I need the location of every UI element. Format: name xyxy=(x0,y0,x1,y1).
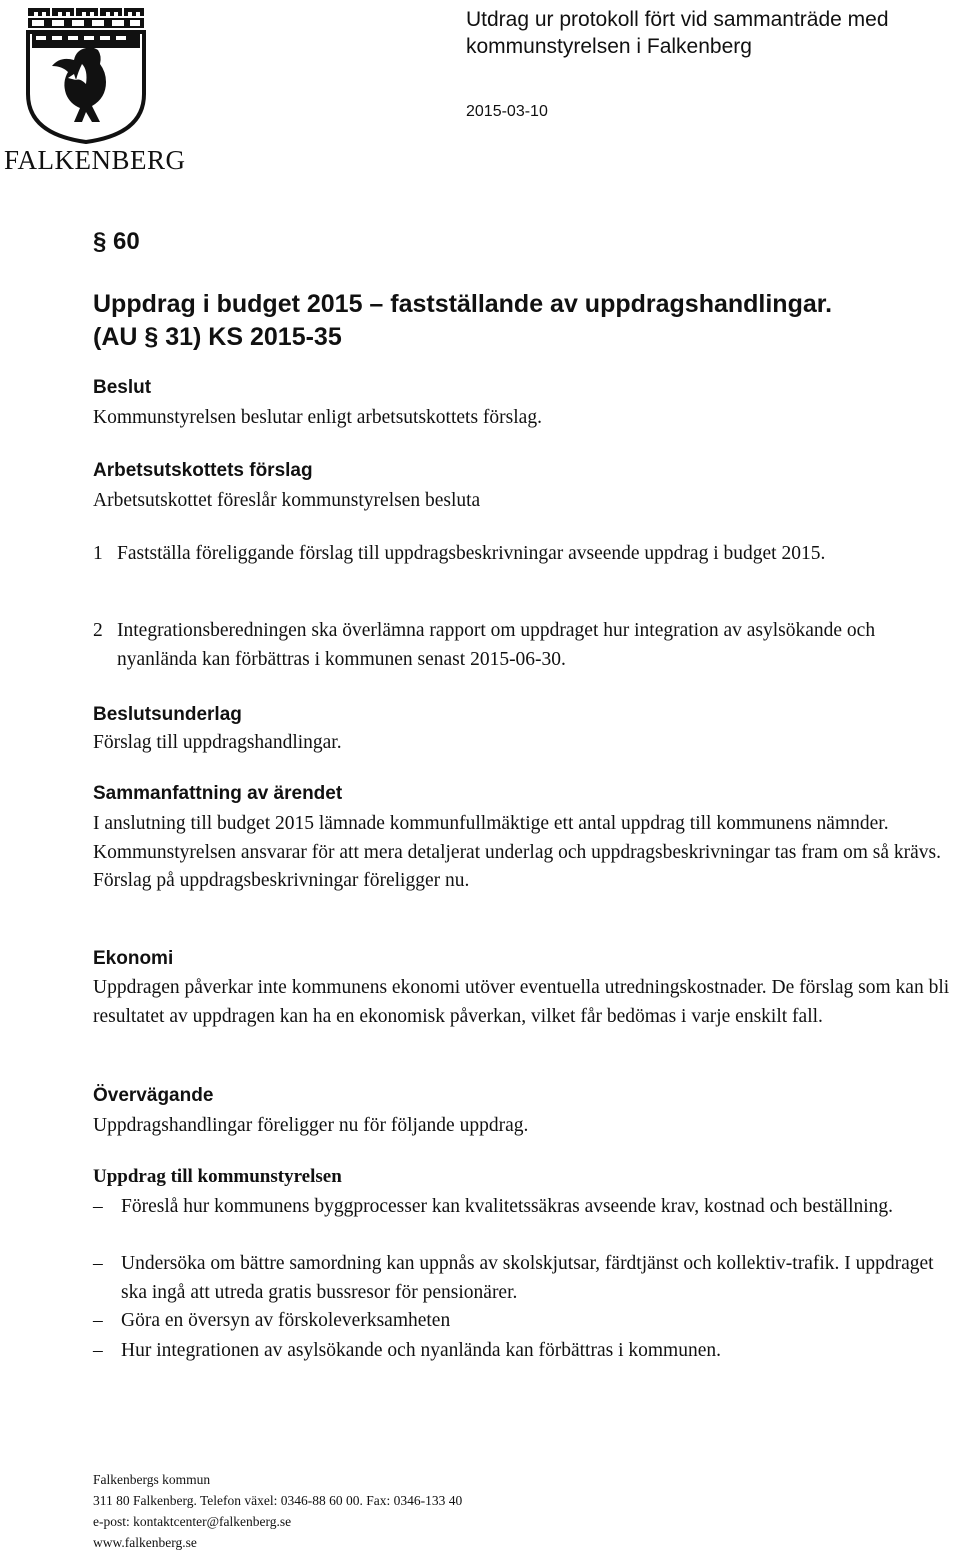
uppdrag-item xyxy=(93,1193,955,1222)
overvagande-heading: Övervägande xyxy=(93,1085,214,1106)
footer-email: e-post: kontaktcenter@falkenberg.se xyxy=(93,1514,292,1529)
ekonomi-text: Uppdragen påverkar inte kommunens ekonomi utöver eventuella utredningskostnader. De förslag som kan bli resultatet av uppdragen kan ha en ekonomisk påverkan, vilket får bedömas i varje enskilt fall. xyxy=(93,977,950,1027)
protocol-title-line2: kommunstyrelsen i Falkenberg xyxy=(466,35,752,58)
footer-org: Falkenbergs kommun xyxy=(93,1472,211,1487)
protocol-header xyxy=(466,6,889,60)
ekonomi-heading: Ekonomi xyxy=(93,948,174,969)
uppdrag-item xyxy=(93,1250,955,1307)
footer-address: 311 80 Falkenberg. Telefon växel: 0346-88 60 00. Fax: 0346-133 40 xyxy=(93,1493,463,1508)
uppdrag-item xyxy=(93,1337,955,1366)
forslag-item xyxy=(93,617,943,674)
section-number: § 60 xyxy=(93,228,140,255)
beslut-heading: Beslut xyxy=(93,377,152,398)
dash-bullet: – xyxy=(93,1253,103,1274)
forslag-item-text: Fastställa föreliggande förslag till uppdragsbeskrivningar avseende uppdrag i budget 2015. xyxy=(117,543,826,564)
meeting-date: 2015-03-10 xyxy=(466,103,548,120)
dash-bullet: – xyxy=(93,1340,103,1361)
footer xyxy=(93,1469,462,1553)
forslag-item-number: 2 xyxy=(93,620,103,641)
sammanfattning-heading: Sammanfattning av ärendet xyxy=(93,783,343,804)
document-title xyxy=(93,288,943,354)
uppdrag-item-text: Föreslå hur kommunens byggprocesser kan kvalitetssäkras avseende krav, kostnad och beställning. xyxy=(121,1196,894,1217)
beslutsunderlag-heading: Beslutsunderlag xyxy=(93,704,242,725)
forslag-item-number: 1 xyxy=(93,543,103,564)
uppdrag-item xyxy=(93,1307,955,1336)
overvagande-text: Uppdragshandlingar föreligger nu för följande uppdrag. xyxy=(93,1115,529,1136)
forslag-heading: Arbetsutskottets förslag xyxy=(93,460,313,481)
uppdrag-item-text: Göra en översyn av förskoleverksamheten xyxy=(121,1310,451,1331)
forslag-item xyxy=(93,540,943,569)
footer-website: www.falkenberg.se xyxy=(93,1535,197,1550)
coat-of-arms-logo xyxy=(22,4,150,144)
sammanfattning-text: I anslutning till budget 2015 lämnade kommunfullmäktige ett antal uppdrag till kommunens nämnder. Kommunstyrelsen ansvarar för att mera detaljerat underlag och uppdragsbeskrivningar tas fram om så krävs. Förslag på uppdragsbeskrivningar föreligger nu. xyxy=(93,813,941,891)
uppdrag-item-text: Hur integrationen av asylsökande och nyanlända kan förbättras i kommunen. xyxy=(121,1340,721,1361)
forslag-item-text: Integrationsberedningen ska överlämna rapport om uppdraget hur integration av asylsökande och nyanlända kan förbättras i kommunen senast 2015-06-30. xyxy=(117,620,876,670)
protocol-title-line1: Utdrag ur protokoll fört vid sammanträde med xyxy=(466,8,889,31)
uppdrag-item-text: Undersöka om bättre samordning kan uppnås av skolskjutsar, färdtjänst och kollektiv-trafik. I uppdraget ska ingå att utreda gratis bussresor för pensionärer. xyxy=(121,1253,934,1303)
uppdrag-heading: Uppdrag till kommunstyrelsen xyxy=(93,1166,342,1187)
falcon-shield-icon xyxy=(22,4,150,144)
dash-bullet: – xyxy=(93,1310,103,1331)
beslutsunderlag-text: Förslag till uppdragshandlingar. xyxy=(93,732,342,753)
document-title-line2: (AU § 31) KS 2015-35 xyxy=(93,323,342,351)
document-title-line1: Uppdrag i budget 2015 – fastställande av uppdragshandlingar. xyxy=(93,290,833,318)
beslut-text: Kommunstyrelsen beslutar enligt arbetsutskottets förslag. xyxy=(93,407,542,428)
forslag-intro: Arbetsutskottet föreslår kommunstyrelsen besluta xyxy=(93,490,481,511)
org-name: FALKENBERG xyxy=(4,145,186,175)
dash-bullet: – xyxy=(93,1196,103,1217)
